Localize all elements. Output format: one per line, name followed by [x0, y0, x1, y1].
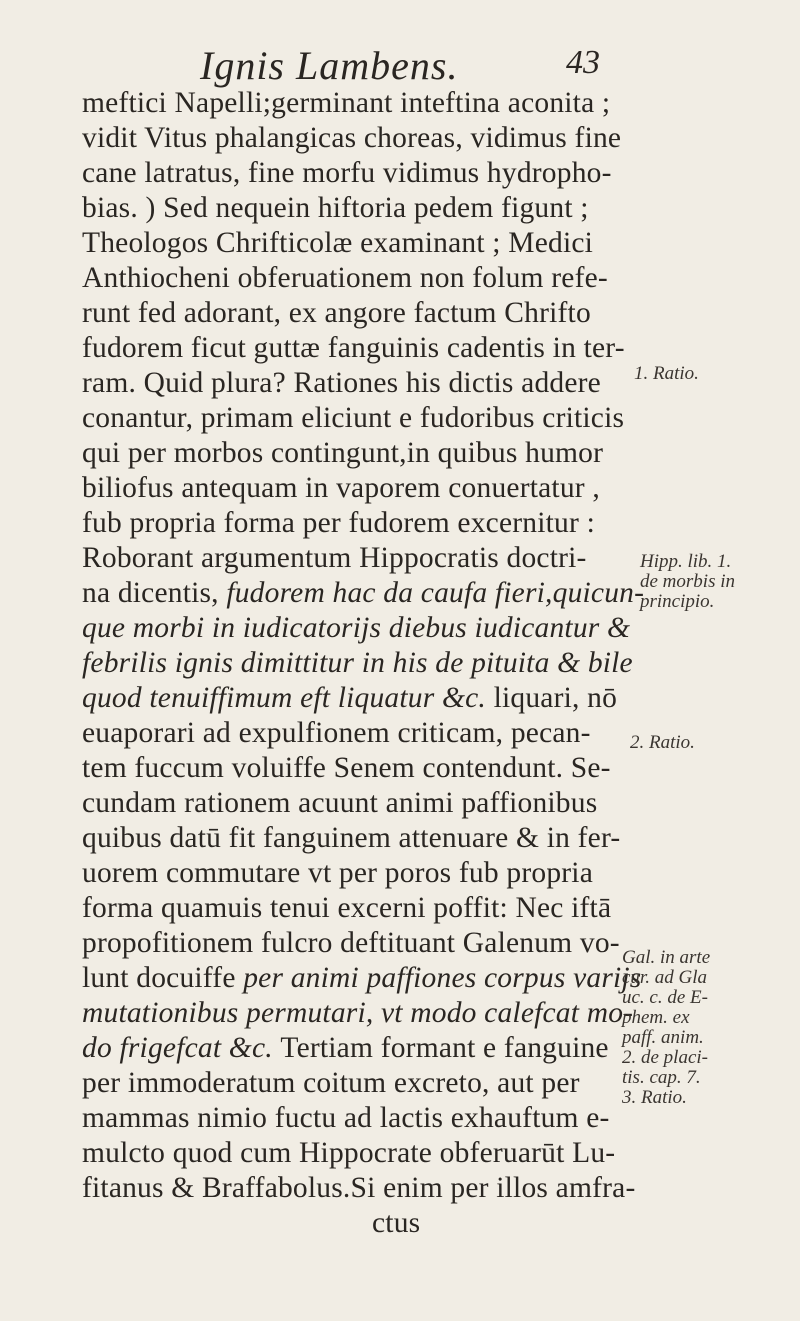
text-line	[82, 646, 642, 681]
text-span: Anthiocheni obferuationem non folum refe-	[82, 262, 608, 294]
margin-note	[634, 364, 699, 384]
italic-text-span: fudorem hac da caufa fieri,quicun-	[226, 577, 645, 609]
text-span: Theologos Chrifticolæ examinant ; Medici	[82, 227, 594, 259]
text-line	[82, 261, 642, 296]
text-span: forma quamuis tenui excerni poffit: Nec iftā	[82, 892, 612, 924]
margin-note-line: uc. c. de E-	[622, 987, 708, 1008]
text-span: vidit Vitus phalangicas choreas, vidimus fine	[82, 122, 622, 154]
text-line	[82, 926, 642, 961]
text-span: meftici Napelli;germinant inteftina aconita ;	[82, 87, 611, 119]
italic-text-span: mutationibus permutari, vt modo calefcat mo-	[82, 997, 634, 1029]
margin-note-line: 1. Ratio.	[634, 363, 699, 384]
text-line	[82, 331, 642, 366]
text-span: cane latratus, fine morfu vidimus hydropho-	[82, 157, 612, 189]
margin-note-line: Gal. in arte	[622, 947, 711, 968]
text-line	[82, 996, 642, 1031]
text-line	[82, 1171, 642, 1206]
text-line	[82, 961, 642, 996]
text-line	[82, 1136, 642, 1171]
text-line	[82, 541, 642, 576]
text-span: ram. Quid plura? Rationes his dictis addere	[82, 367, 601, 399]
text-span: runt fed adorant, ex angore factum Chrifto	[82, 297, 591, 329]
text-line	[82, 366, 642, 401]
text-span: qui per morbos contingunt,in quibus humor	[82, 437, 604, 469]
margin-note-line: tis. cap. 7.	[622, 1067, 701, 1088]
text-span: per immoderatum coitum excreto, aut per	[82, 1067, 580, 1099]
text-span: euaporari ad expulfionem criticam, pecan-	[82, 717, 591, 749]
text-span: liquari, nō	[493, 682, 618, 714]
text-line	[82, 471, 642, 506]
margin-note-line: paff. anim.	[622, 1027, 704, 1048]
text-line	[82, 891, 642, 926]
running-head: Ignis Lambens.	[200, 43, 459, 88]
text-line	[82, 401, 642, 436]
text-span: bias. ) Sed nequein hiftoria pedem figunt ;	[82, 192, 589, 224]
margin-note-line: phem. ex	[622, 1007, 690, 1028]
text-span: fitanus & Braffabolus.Si enim per illos amfra-	[82, 1172, 636, 1204]
margin-note-line: 3. Ratio.	[622, 1087, 687, 1108]
text-span: conantur, primam eliciunt e fudoribus criticis	[82, 402, 625, 434]
body-text	[82, 86, 645, 1241]
text-span: Tertiam formant e fanguine	[280, 1032, 609, 1064]
text-span: mammas nimio fuctu ad lactis exhauftum e-	[82, 1102, 610, 1134]
text-line	[82, 716, 642, 751]
text-line	[82, 191, 642, 226]
text-line	[82, 1066, 642, 1101]
text-span: cundam rationem acuunt animi paffionibus	[82, 787, 598, 819]
italic-text-span: que morbi in iudicatorijs diebus iudicantur &	[82, 612, 631, 644]
text-line	[82, 786, 642, 821]
margin-note-line: principio.	[640, 591, 715, 612]
page-number: 43	[566, 44, 600, 81]
text-span: tem fuccum voluiffe Senem contendunt. Se-	[82, 752, 611, 784]
margin-note-line: cur. ad Gla	[622, 967, 707, 988]
margin-note	[622, 948, 710, 1108]
margin-note-line: 2. de placi-	[622, 1047, 709, 1068]
text-line	[82, 681, 642, 716]
italic-text-span: do frigefcat &c.	[82, 1032, 281, 1064]
text-span: na dicentis,	[82, 577, 227, 609]
text-line	[82, 1031, 642, 1066]
text-span: Roborant argumentum Hippocratis doctri-	[82, 542, 587, 574]
text-line	[82, 436, 642, 471]
text-span: fudorem ficut guttæ fanguinis cadentis in ter-	[82, 332, 625, 364]
text-line	[82, 856, 642, 891]
italic-text-span: quod tenuiffimum eft liquatur &c.	[82, 682, 494, 714]
margin-note	[630, 733, 695, 753]
italic-text-span: per animi paffiones corpus varijs	[243, 962, 642, 994]
italic-text-span: febrilis ignis dimittitur in his de pituita & bile	[82, 647, 633, 679]
text-span: biliofus antequam in vaporem conuertatur ,	[82, 472, 600, 504]
text-line	[82, 1101, 642, 1136]
text-line	[82, 296, 642, 331]
margin-note-line: 2. Ratio.	[630, 732, 695, 753]
text-span: fub propria forma per fudorem excernitur :	[82, 507, 595, 539]
text-span: propofitionem fulcro deftituant Galenum vo-	[82, 927, 620, 959]
text-span: mulcto quod cum Hippocrate obferuarūt Lu-	[82, 1137, 616, 1169]
text-line	[82, 751, 642, 786]
text-line	[82, 156, 642, 191]
margin-note-line: Hipp. lib. 1.	[640, 551, 732, 572]
margin-note	[640, 552, 735, 612]
text-line	[82, 611, 642, 646]
text-span: lunt docuiffe	[82, 962, 244, 994]
text-line	[82, 506, 642, 541]
text-line	[82, 576, 645, 611]
catchword: ctus	[372, 1207, 421, 1239]
text-span: quibus datū fit fanguinem attenuare & in fer-	[82, 822, 621, 854]
text-line	[82, 86, 642, 121]
text-span: uorem commutare vt per poros fub propria	[82, 857, 593, 889]
text-line	[82, 121, 642, 156]
text-line	[82, 226, 642, 261]
text-line	[82, 821, 642, 856]
margin-note-line: de morbis in	[640, 571, 735, 592]
